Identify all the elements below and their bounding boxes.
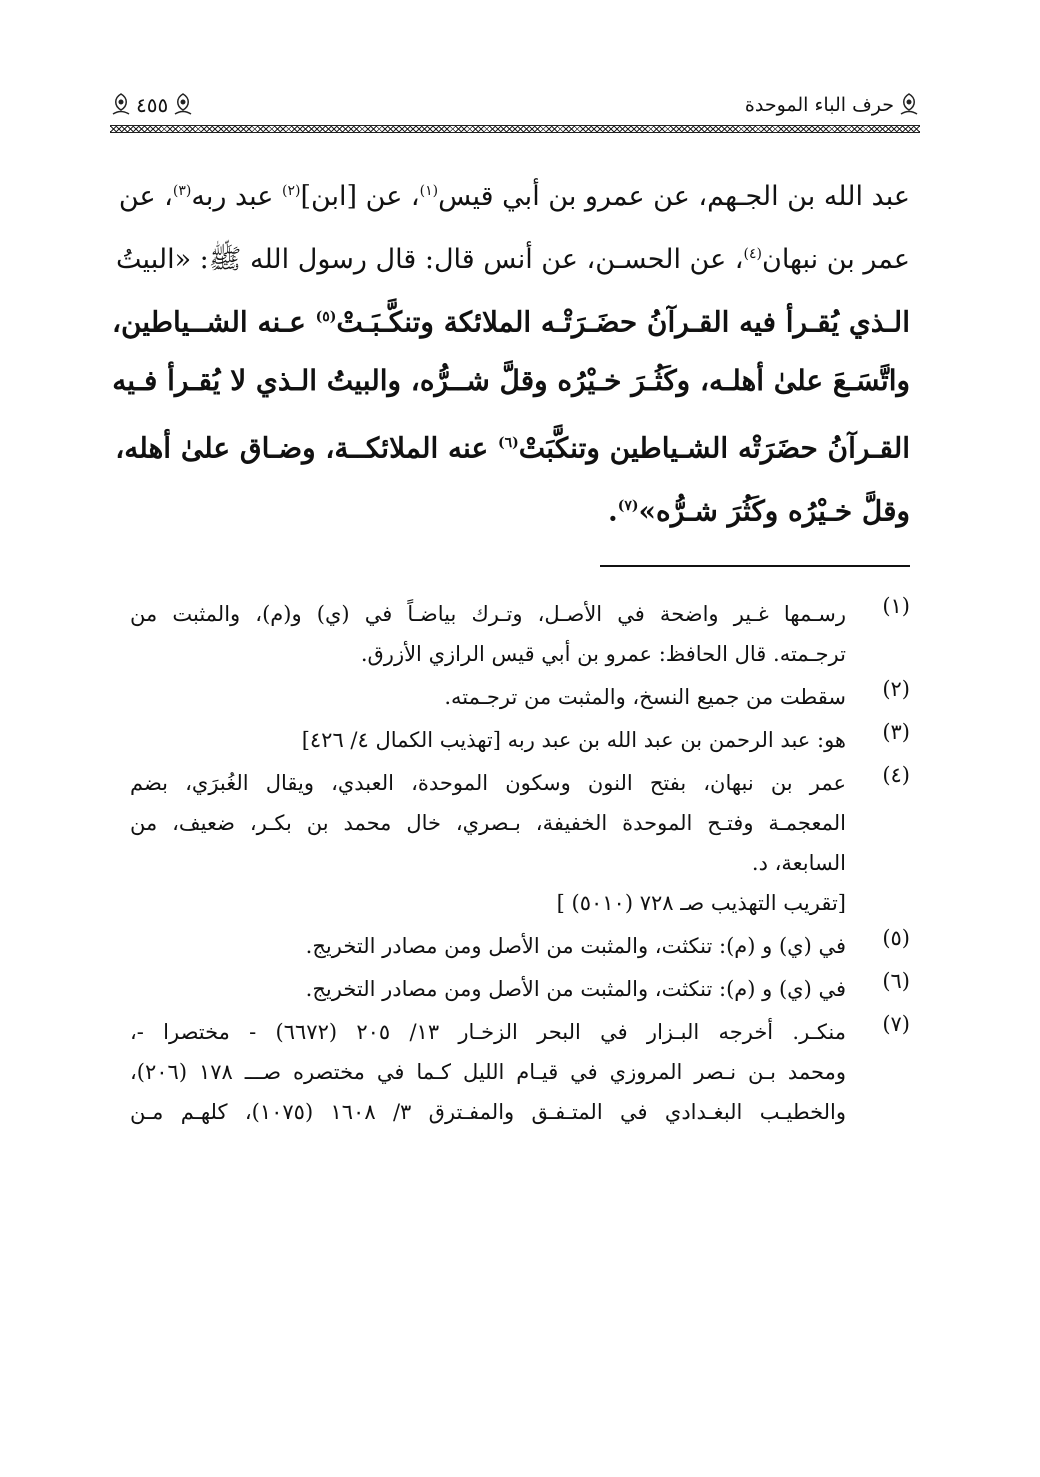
footnote-separator — [600, 565, 910, 567]
page-number: ٤٥٥ — [136, 93, 169, 117]
footnote-number: (٣) — [882, 720, 910, 744]
ornament-icon — [172, 92, 194, 118]
footnote-line: ترجـمته. قال الحافظ: عمرو بن أبي قيس الرازي الأزرق. — [360, 642, 846, 666]
hadith-line: واتَّسَـعَ علىٰ أهلـه، وكَثُـرَ خـيْرُه وقلَّ شــرُّه، والبيتُ الـذي لا يُقـرأ فـيه — [112, 364, 910, 397]
footnote-ref: (٧) — [617, 498, 639, 514]
footnote-ref: (٦) — [497, 435, 519, 451]
footnote-line: [تقريب التهذيب صـ ٧٢٨ (٥٠١٠) ] — [556, 891, 846, 915]
text-line: عمر بن نبهان$^{(٤)}$، عن الحسـن، عن أنس قال: قال رسول الله ﷺ: «البيتُ — [116, 244, 910, 275]
footnote-2 — [130, 677, 910, 717]
footnote-ref: (٤) — [743, 246, 762, 262]
footnote-line: السابعة، د. — [751, 851, 846, 875]
footnote-line: والخطيـب البغـدادي في المتـفـق والمفـترق ٣/ ١٦٠٨ (١٠٧٥)، كلهـم مـن — [130, 1100, 846, 1124]
footnote-number: (٥) — [882, 926, 910, 950]
text-line: عبد الله بن الجـهم، عن عمرو بن أبي قيس$^{(١)}$، عن [ابن]$^{(٢)}$ عبد ربه$^{(٣)}$، عن — [118, 181, 910, 212]
page-number-block — [110, 92, 194, 118]
footnote-number: (٦) — [882, 969, 910, 993]
chapter-title: حرف الباء الموحدة — [744, 94, 894, 116]
footnotes — [130, 594, 910, 1132]
footnote-ref: (٥) — [315, 309, 337, 325]
footnote-number: (١) — [882, 594, 910, 618]
footnote-ref: (١) — [419, 183, 439, 199]
footnote-6 — [130, 969, 910, 1009]
footnote-line: رسـمها غـير واضحة في الأصـل، وتـرك بياضـاً في (ي) و(م)، والمثبت من — [130, 602, 846, 626]
footnote-1 — [130, 594, 910, 674]
header-rule — [110, 125, 920, 133]
hadith-line: الـذي يُقـرأ فيه القـرآنُ حضَـرَتْـه الملائكة وتنكَّـبَـتْ$^{(٥)}$ عـنه الشــياطين، — [111, 305, 910, 339]
main-text — [111, 160, 910, 538]
footnote-7 — [130, 1012, 910, 1132]
ornament-icon — [898, 92, 920, 118]
footnote-5 — [130, 926, 910, 966]
footnote-ref: (٣) — [172, 183, 192, 199]
footnote-line: عمر بن نبهان، بفتح النون وسكون الموحدة، العبدي، ويقال الغُبرَي، بضم — [130, 771, 846, 795]
footnote-line: في (ي) و (م): تنكثت، والمثبت من الأصل ومن مصادر التخريج. — [305, 934, 846, 958]
footnote-line: ومحمد بـن نـصر المروزي في قيـام الليل كـما في مختصره صـــ ١٧٨ (٢٠٦)، — [130, 1060, 846, 1084]
hadith-line: وقلَّ خـيْرُه وكَثُرَ شـرُّه»$^{(٧)}$. — [608, 494, 910, 528]
footnote-3 — [130, 720, 910, 760]
footnote-4 — [130, 763, 910, 923]
footnote-line: منكـر. أخرجه البـزار في البحر الزخـار ١٣/ ٢٠٥ (٦٦٧٢) - مختصرا -، — [130, 1020, 846, 1044]
footnote-number: (٤) — [882, 763, 910, 787]
running-header — [110, 92, 920, 132]
footnote-line: في (ي) و (م): تنكثت، والمثبت من الأصل ومن مصادر التخريج. — [305, 977, 846, 1001]
footnote-line: سقطت من جميع النسخ، والمثبت من ترجـمته. — [444, 685, 846, 709]
hadith-line: القـرآنُ حضَرَتْه الشـياطين وتنكَّبَتْ$^{(٦)}$ عنه الملائكــة، وضـاق علىٰ أهله، — [115, 431, 910, 465]
footnote-number: (٧) — [882, 1012, 910, 1036]
footnote-line: هو: عبد الرحمن بن عبد الله بن عبد ربه [تهذيب الكمال ٤/ ٤٢٦] — [301, 728, 846, 752]
footnote-line: المعجمـة وفتـح الموحدة الخفيفة، بـصري، خال محمد بن بكـر، ضعيف، من — [130, 811, 846, 835]
ornament-icon — [110, 92, 132, 118]
chapter-title-block — [745, 92, 920, 118]
footnote-number: (٢) — [882, 677, 910, 701]
footnote-ref: (٢) — [281, 183, 301, 199]
